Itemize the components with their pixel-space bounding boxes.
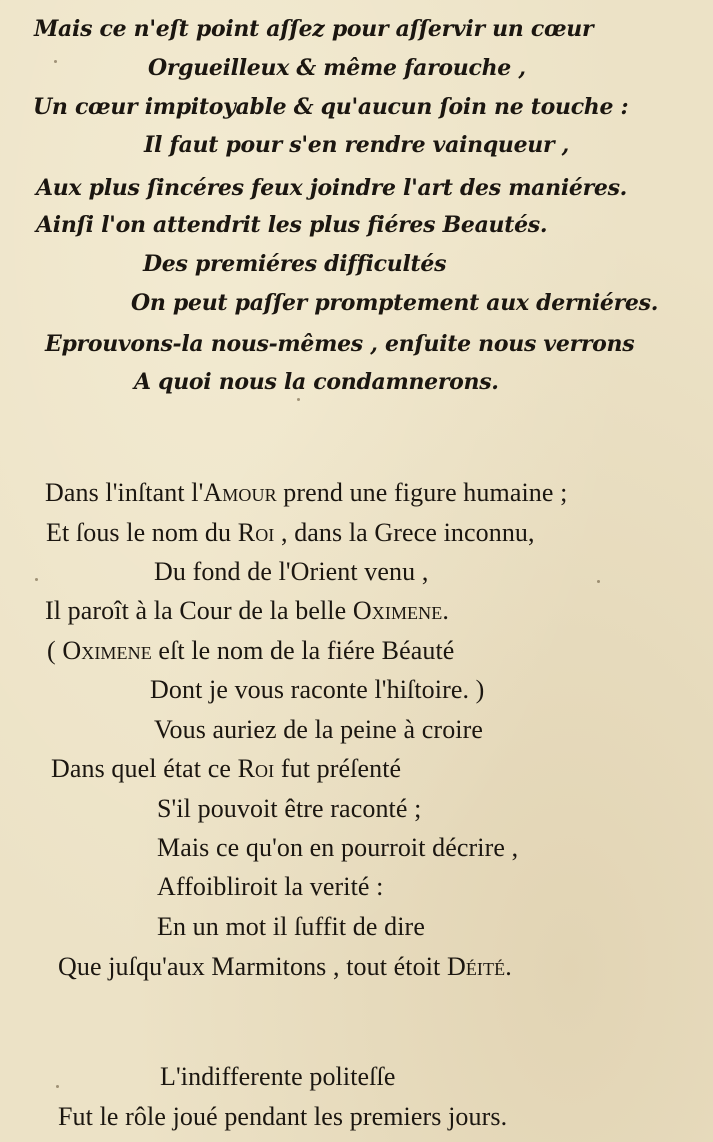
paper-speck: [297, 398, 300, 401]
verse-line: Eprouvons-la nous-mêmes , enſuite nous verrons: [45, 331, 635, 357]
verse-line: Il faut pour s'en rendre vainqueur ,: [144, 132, 570, 158]
verse-line: Dans quel état ce Roi fut préſenté: [51, 754, 402, 783]
verse-line: Un cœur impitoyable & qu'aucun ſoin ne touche :: [33, 94, 629, 120]
verse-line: Aux plus ſincéres feux joindre l'art des maniéres.: [36, 175, 628, 201]
verse-line: Mais ce qu'on en pourroit décrire ,: [157, 833, 519, 862]
verse-line: Affoibliroit la verité :: [157, 872, 384, 901]
verse-line: Dont je vous raconte l'hiſtoire. ): [150, 675, 485, 704]
verse-line: Des premiéres difficultés: [143, 251, 447, 277]
verse-line: Que juſqu'aux Marmitons , tout étoit Déité.: [58, 952, 512, 981]
paper-speck: [35, 578, 38, 581]
verse-line: Dans l'inſtant l'Amour prend une figure humaine ;: [45, 478, 568, 507]
paper-speck: [56, 1085, 59, 1088]
verse-line: Mais ce n'eſt point aſſez pour aſſervir un cœur: [34, 16, 594, 42]
verse-line: On peut paſſer promptement aux derniéres.: [131, 290, 659, 316]
verse-line: S'il pouvoit être raconté ;: [157, 794, 422, 823]
paper-speck: [597, 580, 600, 583]
verse-line: Orgueilleux & même farouche ,: [148, 55, 526, 81]
verse-line: ( Oximene eſt le nom de la fiére Béauté: [47, 636, 455, 665]
verse-line: Fut le rôle joué pendant les premiers jours.: [58, 1102, 508, 1131]
verse-line: Ainſi l'on attendrit les plus fiéres Beautés.: [36, 212, 548, 238]
verse-line: En un mot il ſuffit de dire: [157, 912, 425, 941]
verse-line: Il paroît à la Cour de la belle Oximene.: [45, 596, 449, 625]
paper-speck: [54, 60, 57, 63]
verse-line: Et ſous le nom du Roi , dans la Grece inconnu,: [46, 518, 535, 547]
verse-line: A quoi nous la condamnerons.: [134, 369, 499, 395]
verse-line: Du fond de l'Orient venu ,: [154, 557, 429, 586]
verse-line: L'indifferente politeſſe: [160, 1062, 396, 1091]
verse-line: Vous auriez de la peine à croire: [154, 715, 484, 744]
